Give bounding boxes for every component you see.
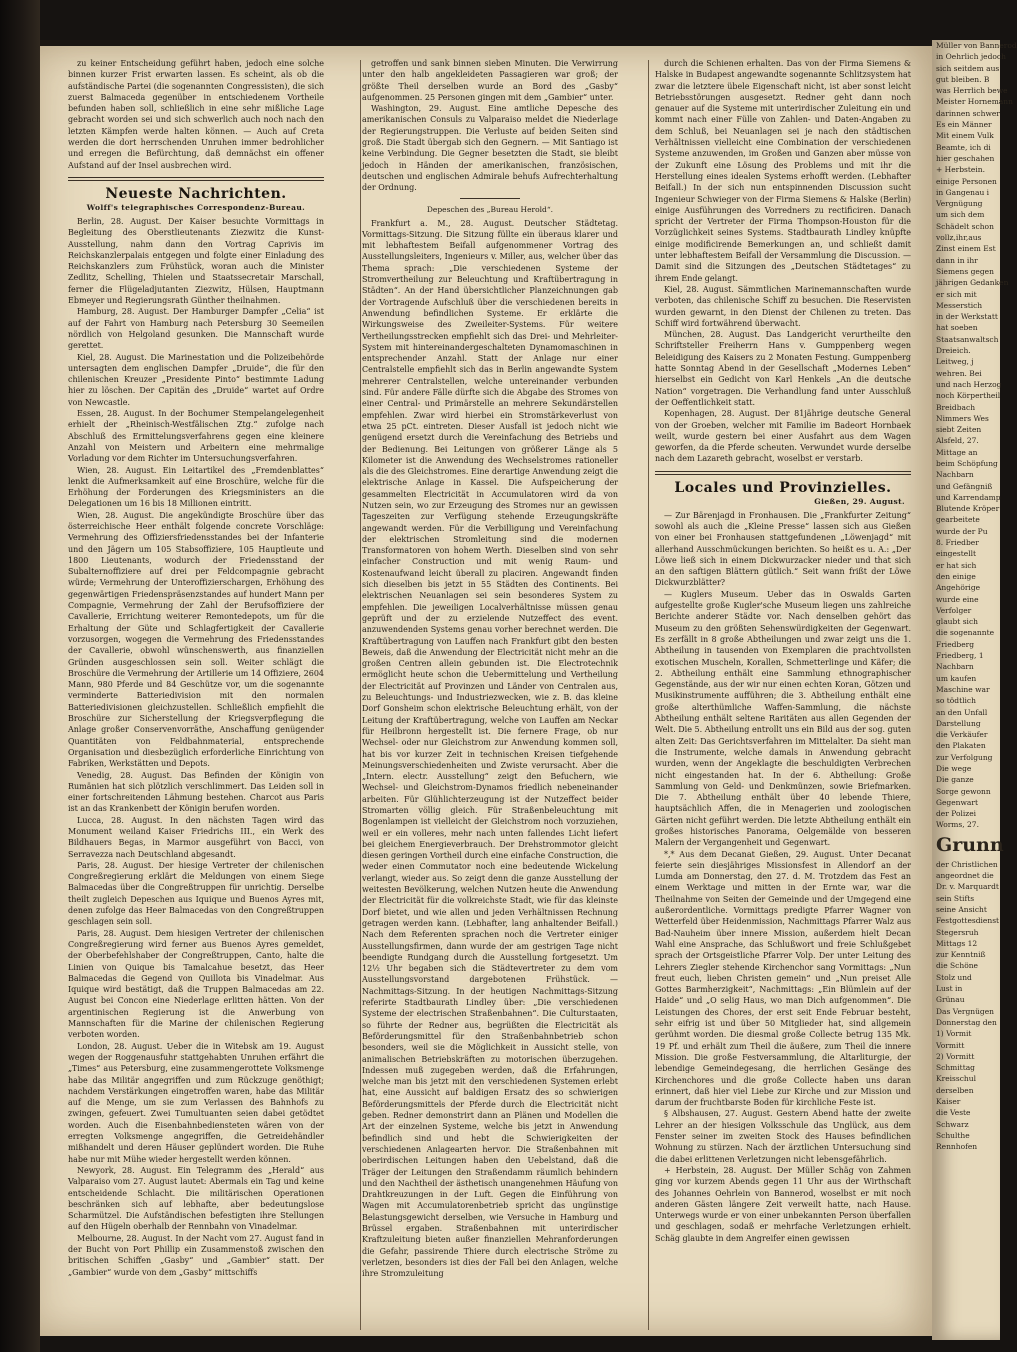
adjacent-page-line: gearbeitete xyxy=(936,515,980,525)
section-subtitle: Wolff's telegraphisches Correspondenz-Bureau. xyxy=(86,202,306,212)
adjacent-page-line: Maschine war xyxy=(936,684,990,694)
adjacent-page-line: Stolz und xyxy=(936,972,972,982)
adjacent-page-line: Worms, 27. xyxy=(936,820,979,830)
adjacent-page-line: hat soeben xyxy=(936,323,978,333)
adjacent-page-line: Friedberg xyxy=(936,639,975,649)
adjacent-page-line: beim Schöpfung xyxy=(936,458,998,468)
section-rule xyxy=(655,471,911,475)
text-column-3 xyxy=(655,58,911,1334)
adjacent-page-line: den Plakaten xyxy=(936,741,986,751)
news-item: § Albshausen, 27. August. Gestern Abend hatte der zweite Lehrer an der hiesigen Volksschule das Unglück, aus dem Fenster seiner im zweiten Stock des Hauses befindlichen Wohnung zu stürzen. Nach der ärztlichen Untersuchung sind die dabei erlittenen Verletzungen nicht lebensgefährlich. xyxy=(655,1109,911,1164)
news-item: Wien, 28. August. Ein Leitartikel des „Fremdenblattes“ lenkt die Aufmerksamkeit auf eine Broschüre, welche für die Erhöhung der Forderungen des Kriegsministers an die Delegationen um 16 bis 18 Millionen eintritt. xyxy=(68,465,324,509)
adjacent-page-line: die Schöne xyxy=(936,961,978,971)
adjacent-page-line: Rennhofen xyxy=(936,1142,978,1152)
column-rule xyxy=(648,60,649,1330)
text-column-1 xyxy=(68,58,324,1334)
adjacent-page-line: Vergnügung xyxy=(936,199,983,209)
adjacent-page-line: wurde der Pu xyxy=(936,526,988,536)
adjacent-page-line: in Gangenau i xyxy=(936,187,990,197)
adjacent-page-line: in Oehrlich jedoch xyxy=(936,52,1006,62)
news-item: — Zur Bärenjagd in Fronhausen. Die „Frankfurter Zeitung“ sowohl als auch die „Kleine Presse“ lassen sich aus Gießen von einer bei Fronhausen stattgefundenen „Löwenjagd“ mit allerhand Ausschmückungen berichten. So heißt es u. A.: „Der Löwe ließ sich in einem Dickwurzacker nieder und that sich an den saftigen Blättern gütlich.“ Seit wann frißt der Löwe Dickwurzblätter? xyxy=(655,510,911,588)
adjacent-page-line: Friedberg, 1 xyxy=(936,651,984,661)
adjacent-page-line: Blutende Kröper xyxy=(936,504,1000,514)
news-item: Hamburg, 28. August. Der Hamburger Dampfer „Celia“ ist auf der Fahrt von Hamburg nach Petersburg 30 Seemeilen nördlich von Helgoland gesunken. Die Mannschaft wurde gerettet. xyxy=(68,307,324,351)
adjacent-page-line: um kaufen xyxy=(936,673,977,683)
adjacent-page-line: Breidbach xyxy=(936,402,976,412)
news-item: — Kuglers Museum. Ueber das in Oswalds Garten aufgestellte große Kugler'sche Museum liegen uns zahlreiche Berichte anderer Städte vor. Nach denselben gehört das Museum zu den größten Sehenswürdigkeiten der Gegenwart. Es zerfällt in 8 große Abtheilungen und zwar zeigt uns die 1. Abtheilung in tausenden von Exemplaren die prachtvollsten exotischen Muscheln, Korallen, Schmetterlinge und Käfer; die 2. Abtheilung enthält eine Sammlung ethnographischer Gegenstände, aus der wir nur einen echten Koran, Götzen und Musikinstrumente aufführen; die 3. Abtheilung enthält eine große alterthümliche Waffen-Sammlung, die nächste Abtheilung enthält seltene Raritäten aus allen Gegenden der Welt. Die 5. Abtheilung entrollt uns ein Bild aus der sog. guten alten Zeit: Das Gerichtsverfahren im Mittelalter. Da sieht man die Instrumente, welche damals in Anwendung gebracht wurden, wenn der Angeklagte die beschuldigten Verbrechen nicht eingestanden hat. In der 6. Abtheilung: Große Sammlung von Geld- und Denkmünzen, sowie Briefmarken. Die 7. Abtheilung enthält über 40 lebende Thiere, hauptsächlich Affen, die in Menagerien und zoologischen Gärten nicht geführt werden. Die letzte Abtheilung enthält ein großes historisches Panorama, Oelgemälde von besseren Malern der Vergangenheit und Gegenwart. xyxy=(655,589,911,848)
adjacent-page-text xyxy=(932,40,1017,1153)
adjacent-page-line: um sich dem xyxy=(936,210,985,220)
news-item: Frankfurt a. M., 28. August. Deutscher Städtetag. Vormittags-Sitzung. Die Sitzung füllte ein überaus klarer und mit lebhaftestem Beifall aufgenommener Vortrag des Ausstellungsleiters, Ingenieurs v. Miller, aus, welcher über das Thema sprach: „Die verschiedenen Systeme der Stromvertheilung zur Beleuchtung und Kraftübertragung in Städten“. An der Hand übersichtlicher Planzeichnungen gab der Vortragende Aufschluß über die verschiedenen bereits in Anwendung befindlichen Systeme. Er erklärte die Wirkungsweise des Zweileiter-Systems. Für weitere Vertheilungsstrecken empfiehlt sich das Drei- und Mehrleiter-System mit hintereinandergeschalteten Dynamomaschinen in entsprechender Anzahl. Statt der Anlage nur einer Centralstelle empfiehlt sich das in Berlin angewandte System mehrerer Centralstellen, welche untereinander verbunden sind. Für andere Fälle dürfte sich die Abgabe des Stromes von einer Central- und Primärstelle an mehrere Sekundärstellen empfehlen. Zwar wird hierbei ein Stromstärkeverlust von etwa 25 pCt. eintreten. Dieser Ausfall ist jedoch nicht wie genügend ersetzt durch die Vereinfachung des Betriebs und der Bedienung. Bei Leitungen von größerer Länge als 5 Kilometer ist die Anwendung des Wechselstromes rationeller als die des Gleichstromes. Eine derartige Anwendung zeigt die elektrische Anlage in Kassel. Die Aufspeicherung der gesammelten Electricität in Accumulatoren wird da von Nutzen sein, wo zur Erzeugung des Stromes nur an gewissen Tageszeiten zur Verfügung stehende Erzeugungskräfte angewandt werden. Für die Verbilligung und Vereinfachung der elektrischen Stromleitung sind die modernen Transformatoren von hohem Werth. Dieselben sind von sehr einfacher Construction und mit wenig Raum- und Kostenaufwand leicht überall zu placiren. Angewandt finden sich dieselben bis jetzt in 55 Städten des Continents. Bei elektrischen Neuanlagen sei sein besonderes System zu empfehlen. Die jeweiligen Localverhältnisse müssen genau geprüft und der zu erzielende Nutzeffect des event. anzuwendenden Systems genau vorher berechnet werden. Die Kraftübertragung von Lauffen nach Frankfurt gibt den besten Beweis, daß die Anwendung der Electricität nicht mehr an die großen Centren allein gebunden ist. Die Electrotechnik ermöglicht heute schon die Uebermittelung und Vertheilung der Electricität auf Provinzen und Länder von Centralen aus, zu Beleuchtungs- und Industriezwecken, wie z. B. das kleine Dorf Gonsheim schon elektrische Beleuchtung erhält, von der Leitung der Kraftübertragung, welche von Lauffen am Neckar für Heilbronn hergestellt ist. Die fernere Frage, ob nur Wechsel- oder nur Gleichstrom zur Anwendung kommen soll, hat bis vor kurzer Zeit in technischen Kreisen tiefgehende Meinungsverschiedenheiten und Zwiste verursacht. Aber die „Intern. electr. Ausstellung“ zeigt den Befuchern, wie Wechsel- und Gleichstrom-Dynamos friedlich nebeneinander arbeiten. Für Glühlichterzeugung ist der Nutzeffect beider Stromarten völlig gleich. Für Straßenbeleuchtung mit Bogenlampen ist vielleicht der Gleichstrom noch vorzuziehen, weil er ein volleres, mehr nach unten fallendes Licht liefert bei gleichem Energieverbrauch. Der Drehstrommotor gleicht diesen geringen Vortheil durch eine einfache Construction, die weder einen Commutator noch eine bedeutende Wickelung verlangt, wieder aus. So zeigt denn die ganze Ausstellung der weitesten Bevölkerung, welchen Nutzen heute die Anwendung der Electricität für die volkreichste Stadt, wie für das kleinste Dorf bietet, und wie allen und jeden Verhältnissen Rechnung getragen werden kann. (Lebhafter, lang anhaltender Beifall.) Nach dem Referenten sprachen noch die Vertreter einiger Ausstellungsfirmen, dann wurde der am gestrigen Tage nicht beendigte Rundgang durch die Ausstellung fortgesetzt. Um 12½ Uhr begaben sich die Städtevertreter zu dem vom Ausstellungsvorstand dargebotenen Frühstück. — Nachmittags-Sitzung. In der heutigen Nachmittags-Sitzung referirte Stadtbaurath Lindley über: „Die verschiedenen Systeme der electrischen Straßenbahnen“. Die Culturstaaten, so führte der Redner aus, begrüßten die Electricität als Beförderungsmittel für den Straßenbahnbetrieb schon besonders, weil sie die Möglichkeit in Aussicht stelle, von animalischen Betriebskräften zu motorischen überzugehen. Indessen muß zugegeben werden, daß die Erfahrungen, welche man bis jetzt mit den verschiedenen Systemen erlebt hat, eine Aussicht auf baldigen Ersatz des so schwierigen Beförderungsmittels der Pferde durch die Electricität nicht geben. Redner demonstrirt dann an Plänen und Modellen die Art der einzelnen Systeme, welche bis jetzt in Anwendung befindlich sind und hebt die Schwierigkeiten der verschiedenen Anlagearten hervor. Die Straßenbahnen mit oberirdischen Leitungen haben den Uebelstand, daß die Träger der Leitungen den Straßendamm räumlich behindern und den Nachtheil der ästhetisch unangenehmen Häufung von Drahtkreuzungen in der Luft. Gegen die Einführung von Wagen mit Accumulatorenbetrieb spricht das ungünstige Belastungsgewicht derselben, wie Versuche in Hamburg und Brüssel ergaben. Straßenbahnen mit unterirdischer Kraftzuleitung bieten außer finanziellen Mehranforderungen die Gefahr, passirende Thiere durch electrische Ströme zu verletzen, besonders ist dies der Fall bei den Anlagen, welche ihre Stromzuleitung xyxy=(362,218,618,1279)
adjacent-page-line: 8. Friedber xyxy=(936,538,979,548)
news-item: London, 28. August. Ueber die in Witebsk am 19. August wegen der Roggenausfuhr stattgehabten Unruhen erfährt die „Times“ aus Petersburg, eine zusammengerottete Volksmenge habe das Militär angegriffen und zum Rückzuge genöthigt; nachdem Verstärkungen eingetroffen waren, habe das Militär auf die Menge, um sie zum Verlassen des Bahnhofs zu zwingen, gefeuert. Zwei Tumultuanten seien dabei getödtet worden. Auch die Eisenbahnbediensteten wären von der erregten Volksmenge angegriffen, die Getreidehändler mißhandelt und deren Häuser geplündert worden. Die Ruhe habe nur mit Mühe wieder hergestellt werden können. xyxy=(68,1041,324,1164)
adjacent-page-line: Zinst einem Est xyxy=(936,244,996,254)
adjacent-page-line: Mit einem Vulk xyxy=(936,131,994,141)
news-item: Essen, 28. August. In der Bochumer Stempelangelegenheit erhielt der „Rheinisch-Westfälischen Ztg.“ zufolge nach Abschluß des Ermittelungsverfahrens gegen eine kleinere Anzahl von Meistern und Arbeitern eine mehrmalige Vorladung vor dem Richter im Untersuchungsverfahren. xyxy=(68,409,324,464)
article-continuation: durch die Schienen erhalten. Das von der Firma Siemens & Halske in Budapest angewandte sogenannte Schlitzsystem hat zwar die letztere übele Eigenschaft nicht, ist aber sonst leicht Betriebsstörungen ausgesetzt. Redner geht dann noch genauer auf die Systeme mit unterirdischer Zuleitung ein und kommt nach einer Fülle von Zahlen- und Daten-Angaben zu dem Schluß, bei Neuanlagen sei je nach den städtischen Verhältnissen vielleicht eine Combination der verschiedenen Systeme anzuwenden, im Großen und Ganzen aber müsse von der Zukunft eine Lösung des Problems und mit ihr die Herstellung eines idealen Systems erhofft werden. (Lebhafter Beifall.) In der sich nun entspinnenden Discussion sucht Ingenieur Schwieger von der Firma Siemens & Halske (Berlin) einige Ausführungen des Vorredners zu rectificiren. Danach spricht der Vertreter der Firma Thompson-Houston für die Vorzüglichkeit seines Systems. Stadtbaurath Lindley knüpfte einige modificirende Bemerkungen an, und schließt damit unter lebhaftestem Beifall der Versammlung die Discussion. — Damit sind die Sitzungen des „Deutschen Städtetages“ zu ihrem Ende gelangt. xyxy=(655,59,911,283)
news-item: Venedig, 28. August. Das Befinden der Königin von Rumänien hat sich plötzlich verschlimmert. Das Leiden soll in einer fortschreitenden Lähmung bestehen. Charcot aus Paris ist an das Krankenbett der Königin berufen worden. xyxy=(68,770,324,814)
adjacent-page-line: Kaiser xyxy=(936,1097,961,1107)
dateline: Gießen, 29. August. xyxy=(814,496,905,506)
adjacent-page-line: + Herbstein. xyxy=(936,165,985,175)
adjacent-page-line: Festgottesdienst xyxy=(936,916,1000,926)
adjacent-page-line: Alsfeld, 27. xyxy=(936,436,979,446)
news-item: Paris, 28. August. Der hiesige Vertreter der chilenischen Congreßregierung erklärt die Meldungen von einem Siege Balmacedas über die Congreßtruppen für unrichtig. Derselbe theilt zugleich Depeschen aus Iquique und Buenos Ayres mit, denen zufolge das Heer Balmacedas von den Congreßtruppen geschlagen sein soll. xyxy=(68,860,324,927)
adjacent-page-line: wurde eine xyxy=(936,594,979,604)
adjacent-page-line: Leitweg, j xyxy=(936,357,974,367)
section-title: Locales und Provinzielles. xyxy=(674,479,892,496)
adjacent-page-line: Kreisschul xyxy=(936,1074,976,1084)
news-item: *,* Aus dem Decanat Gießen, 29. August. Unter Decanat feierte sein diesjähriges Missionsfest in Allendorf an der Lumda am Donnerstag, den 27. d. M. Trotzdem das Fest an einem Werktage und mitten in der Ernte war, war die Theilnahme von Seiten der Gemeinde und der Umgegend eine außerordentliche. Vormittags predigte Pfarrer Wagner von Wetterfeld über Heidenmission, Nachmittags Pfarrer Walz aus Bad-Nauheim über innere Mission, außerdem hielt Decan Wahl eine Ansprache, das Schlußwort und freie Schlußgebet sprach der Ortsgeistliche Pfarrer Volp. Der unter Leitung des Lehrers Ziegler stehende Kirchenchor sang Vormittags: „Nun freut euch, lieben Christen gemein“ und „Nun preiset Alle Gottes Barmherzigkeit“, Nachmittags: „Ein Blümlein auf der Haide“ und „O selig Haus, wo man Dich aufgenommen“. Die Leistungen des Chores, der erst seit Ende Februar besteht, sehr eifrig ist und über 50 Mitglieder hat, sind allgemein gerühmt worden. Die diesmal große Collecte betrug 135 Mk. 19 Pf. und erhält zum Theil die äußere, zum Theil die innere Mission. Die große Festversammlung, die Altarliturgie, der lebendige Gemeindegesang, die herrlichen Gesänge des Kirchenchores und die große Collecte haben uns daran erinnert, daß hier viel Liebe zur Kirche und zur Mission und darum der fruchtbarste Boden für kirchliche Feste ist. xyxy=(655,849,911,1108)
adjacent-page-line: Lust in xyxy=(936,984,963,994)
adjacent-page-line: Die wege xyxy=(936,764,972,773)
adjacent-page-line: er hat sich xyxy=(936,560,977,570)
adjacent-page-line: derselben xyxy=(936,1085,974,1095)
adjacent-page-line: siebt Zeiten xyxy=(936,425,982,435)
news-item: Lucca, 28. August. In den nächsten Tagen wird das Monument weiland Kaiser Friedrichs III., ein Werk des Bildhauers Begas, in Marmor ausgeführt von Bacci, von Serravezza nach Deutschland abgesandt. xyxy=(68,815,324,859)
adjacent-page-line: die Veste xyxy=(936,1108,971,1118)
adjacent-page-line: seine Ansicht xyxy=(936,904,987,914)
news-item: Kiel, 28. August. Sämmtlichen Marinemannschaften wurde verboten, das chilenische Schiff zu besuchen. Die Reservisten wurden gewarnt, in den Dienst der Chilenen zu treten. Das Schiff wird fortwährend überwacht. xyxy=(655,284,911,328)
adjacent-page-line: Nachbarn xyxy=(936,662,974,672)
adjacent-page-line: was Herrlich bewe xyxy=(936,86,1008,96)
article-continuation: getroffen und sank binnen sieben Minuten. Die Verwirrung unter den halb angekleideten Passagieren war groß; der größte Theil derselben wurde an Bord des „Gasby“ aufgenommen. 25 Personen gingen mit dem „Gambier“ unter. xyxy=(362,59,618,102)
adjacent-page-line: Stegersruh xyxy=(936,927,979,937)
adjacent-page-line: gut bleiben. B xyxy=(936,74,990,84)
adjacent-page-line: hier geschahen xyxy=(936,153,995,163)
news-item: Newyork, 28. August. Ein Telegramm des „Herald“ aus Valparaiso vom 27. August lautet: Abermals ein Tag und keine entscheidende Schlacht. Die militärischen Operationen beschränken sich auf lebhafte, aber bedeutungslose Scharmützel. Die Aufständischen befestigten ihre Stellungen auf den Hügeln oberhalb der Rennbahn von Vinadelmar. xyxy=(68,1165,324,1232)
adjacent-page-line: vollz,ihr,aus xyxy=(936,233,982,243)
adjacent-page-line: Mittage an xyxy=(936,447,978,457)
adjacent-page-line: dann in ihr xyxy=(936,255,978,265)
news-item: Wien, 28. August. Die angekündigte Broschüre über das österreichische Heer enthält folgende concrete Vorschläge: Vermehrung des Offiziersfriedensstandes bei der Infanterie und den Jägern um 105 Stabsoffiziere, 105 Hauptleute und 1800 Lieutenants, wodurch der Friedensstand der Subalternoffiziere auf drei per Feldcompagnie gebracht würde; Vermehrung der Unteroffizierschargen, Erhöhung des gegenwärtigen Friedenspräsenzstandes auf hundert Mann per Compagnie, Vermehrung der Zahl der Berufsoffiziere der Cavallerie, Errichtung weiterer Remontedepots, um für die Erhaltung der Güte und Schlagfertigkeit der Cavallerie vorzusorgen, wogegen die Vermehrung des Friedensstandes der Cavallerie, obwohl wünschenswerth, aus finanziellen Gründen ausgeschlossen sein soll. Weiter schlägt die Broschüre die Vermehrung der Artillerie um 14 Offiziere, 2604 Mann, 980 Pferde und 84 Geschütze vor, um die sogenannte verminderte Batteriedivision mit den normalen Batteriedivisionen gleichzustellen. Schließlich empfiehlt die Broschüre zur Sicherstellung der Kriegsverpflegung die Anlage großer Conservenvorräthe, Anschaffung genügender Quantitäten von Feldbahnmaterial, entsprechende Organisation und diesbezüglich erforderliche Einrichtung von Fabriken, Werkstätten und Depots. xyxy=(68,510,324,769)
adjacent-page-line: Verfolger xyxy=(936,605,972,615)
adjacent-page-line: und Gefängniß xyxy=(936,481,993,491)
section-title: Neueste Nachrichten. xyxy=(105,185,287,202)
text-column-2 xyxy=(362,58,618,1334)
adjacent-page-line: Sorge gewonn xyxy=(936,786,991,796)
adjacent-page-line: noch Körpertheil xyxy=(936,391,1001,401)
news-item: Berlin, 28. August. Der Kaiser besuchte Vormittags in Begleitung des Oberstlieutenants Ziezwitz die Kunst-Ausstellung, nahm dann den Vortrag Caprivis im Reichskanzlerpalais entgegen und folgte einer Einladung des Reichskanzlers zum Frühstück, woran auch die Minister Zedlitz, Schelling, Thielen und Staatssecretair Marschall, ferner die Flügeladjutanten Ziezwitz, Hülsen, Hauptmann Ebmeyer und Regierungsrath Günther theilnahmen. xyxy=(68,216,324,306)
adjacent-page-heading: Grunn xyxy=(936,833,1004,856)
adjacent-page-line: angeordnet die xyxy=(936,871,994,881)
adjacent-page-line: eingestellt xyxy=(936,549,977,559)
section-rule xyxy=(68,177,324,181)
news-item: Paris, 28. August. Dem hiesigen Vertreter der chilenischen Congreßregierung wird ferner aus Buenos Ayres gemeldet, der Oberbefehlshaber der Congreßtruppen, Canto, halte die Linien von Quique bis Tamalcahue besetzt, das Heer Balmacedas die Gegend von Quillota bis Vinadelmar. Aus Iquique wird bestätigt, daß die Truppen Balmacedas am 22. August bei Concon eine Niederlage erlitten hätten. Von der argentinischen Regierung ist die Anwerbung von Mannschaften für die Marine der chilenischen Regierung verboten worden. xyxy=(68,928,324,1040)
news-item: München, 28. August. Das Landgericht verurtheilte den Schriftsteller Freiherrn Hans v. Gumppenberg wegen Beleidigung des Kaisers zu 2 Monaten Festung. Gumppenberg hatte Sonntag Abend in der Gesellschaft „Modernes Leben“ hierselbst ein Gedicht von Karl Henkels „An die deutsche Nation“ vorgetragen. Die Verhandlung fand unter Ausschluß der Oeffentlichkeit statt. xyxy=(655,330,911,407)
adjacent-page-line: der Polizei xyxy=(936,809,977,819)
adjacent-page-line: die Verkäufer xyxy=(936,730,988,740)
adjacent-page-line: Donnerstag den xyxy=(936,1017,997,1027)
adjacent-page-line: wehren. Bei xyxy=(936,368,982,378)
adjacent-page-line: so tödtlich xyxy=(936,696,976,706)
news-item: Kopenhagen, 28. August. Der 81jährige deutsche General von der Groeben, welcher mit Familie im Badeort Hornbaek weilt, wurde gestern bei einer Ausfahrt aus dem Wagen geworfen, da die Pferde scheuten. Verwundet wurde derselbe nach dem Lazareth gebracht, woselbst er verstarb. xyxy=(655,409,911,464)
adjacent-page-line: Dr. v. Marquardt xyxy=(936,882,999,892)
adjacent-page-line: zur Kenntniß xyxy=(936,950,986,960)
adjacent-page-line: Das Vergnügen xyxy=(936,1006,995,1016)
adjacent-page-line: Angehörige xyxy=(936,583,981,593)
adjacent-page-line: Nachbarn xyxy=(936,470,974,480)
adjacent-page-line: Schulthe xyxy=(936,1130,970,1140)
adjacent-page-line: den einige xyxy=(936,571,976,581)
news-item: Melbourne, 28. August. In der Nacht vom 27. August fand in der Bucht von Port Phillip ein Zusammenstoß zwischen den britischen Schiffen „Gasby“ und „Gambier“ statt. Der „Gambier“ wurde von dem „Gasby“ mittschiffs xyxy=(68,1233,324,1277)
adjacent-page-line: Beamte, ich di xyxy=(936,142,991,152)
adjacent-page-line: Grünau xyxy=(936,995,965,1005)
news-item: Washington, 29. August. Eine amtliche Depesche des amerikanischen Consuls zu Valparaiso meldet die Niederlage der Regierungstruppen. Die Verluste auf beiden Seiten sind groß. Die Stadt übergab sich den Gegnern. — Mit Santiago ist keine Verbindung. Die Gegner besetzten die Stadt, sie bleibt jedoch in Händen der amerikanischen, französischen, deutschen und englischen Admirale behufs Aufrechterhaltung der Ordnung. xyxy=(362,104,618,193)
adjacent-page-line: sich seitdem aus xyxy=(936,63,1000,73)
news-item: + Herbstein, 28. August. Der Müller Schäg von Zahmen ging vor kurzem Abends gegen 11 Uhr aus der Wirthschaft des Johannes Oehrlein von Bannerod, woselbst er mit noch anderen Gästen längere Zeit verweilt hatte, nach Hause. Unterwegs wurde er von einer unbekannten Person überfallen und geschlagen, sodaß er mehrfache Verletzungen erhielt. Schäg glaubte in dem Angreifer einen gewissen xyxy=(655,1165,911,1243)
short-rule xyxy=(460,198,520,199)
news-list xyxy=(68,216,324,1278)
adjacent-page-line: in der Werkstatt xyxy=(936,312,998,322)
adjacent-page-line: Schädelt schon xyxy=(936,221,994,231)
adjacent-page-line: Es ein Männer xyxy=(936,120,992,130)
adjacent-page-line: Mittags 12 xyxy=(936,938,978,948)
adjacent-page-line: Vormitt xyxy=(936,1040,965,1050)
adjacent-page-line: zur Verfolgung xyxy=(936,752,993,762)
adjacent-page-line: Schmittag xyxy=(936,1063,975,1073)
adjacent-page-line: Messerstich xyxy=(936,300,983,310)
adjacent-page-line: sein Stifts xyxy=(936,893,975,903)
adjacent-page-line: und nach Herzog xyxy=(936,379,1002,389)
adjacent-page-line: 2) Vormitt xyxy=(936,1051,975,1061)
adjacent-page-line: Müller von Bannerod xyxy=(936,41,1017,50)
news-item: Kiel, 28. August. Die Marinestation und die Polizeibehörde untersagten dem englischen Dampfer „Druide“, die für den chilenischen Kreuzer „Presidente Pinto“ bestimmte Ladung hier zu löschen. Der Capitän des „Druide“ wartet auf Ordre von Newcastle. xyxy=(68,352,324,407)
adjacent-page-line: die sogenannte xyxy=(936,628,995,638)
adjacent-page-line: Siemens gegen xyxy=(936,266,994,276)
adjacent-page-line: Die ganze xyxy=(936,775,974,785)
adjacent-page-line: darinnen schwer xyxy=(936,108,1000,118)
adjacent-page-line: er sich mit xyxy=(936,289,977,299)
adjacent-page-line: einige Personen xyxy=(936,176,997,186)
column-rule xyxy=(360,60,361,1330)
depesche-label: Depeschen des „Bureau Herold“. xyxy=(426,204,554,214)
adjacent-page-line: und Karrendamp xyxy=(936,492,1001,502)
adjacent-page-line: Dreieich. xyxy=(936,346,971,356)
adjacent-page-line: der Christlichen xyxy=(936,859,998,869)
book-binding-shadow xyxy=(0,0,40,1352)
adjacent-page-line: 1) Vormit xyxy=(936,1029,972,1039)
adjacent-page-line: Nimmers Wes xyxy=(936,413,989,423)
adjacent-page-line: Gegenwart xyxy=(936,797,978,807)
adjacent-page-line: Meister Hornemann xyxy=(936,97,1013,107)
adjacent-page-line: Schwarz xyxy=(936,1119,969,1129)
adjacent-page-line: Staatsanwaltsch xyxy=(936,334,999,344)
adjacent-page-edge xyxy=(932,40,1017,1340)
article-continuation: zu keiner Entscheidung geführt haben, jedoch eine solche binnen kurzer Frist erwarten lassen. Es scheint, als ob die aufständische Partei (die sogenannten Congressisten), die sich zuerst Balmaceda gegenüber in entschiedenem Vortheile befunden haben soll, schließlich in eine sehr mißliche Lage gebracht worden sei und sich schwerlich auch noch nach den letzten Kämpfen werde halten können. — Auch auf Creta werden die dort herrschenden Unruhen immer bedrohlicher und erregen die Befürchtung, daß demnächst ein offener Aufstand auf der Insel ausbrechen wird. xyxy=(68,59,324,170)
adjacent-page-line: glaubt sich xyxy=(936,617,978,627)
adjacent-page-line: jährigen Gedanken xyxy=(936,278,1009,288)
adjacent-page-line: an den Unfall xyxy=(936,707,988,717)
adjacent-page-line: Darstellung xyxy=(936,718,981,728)
